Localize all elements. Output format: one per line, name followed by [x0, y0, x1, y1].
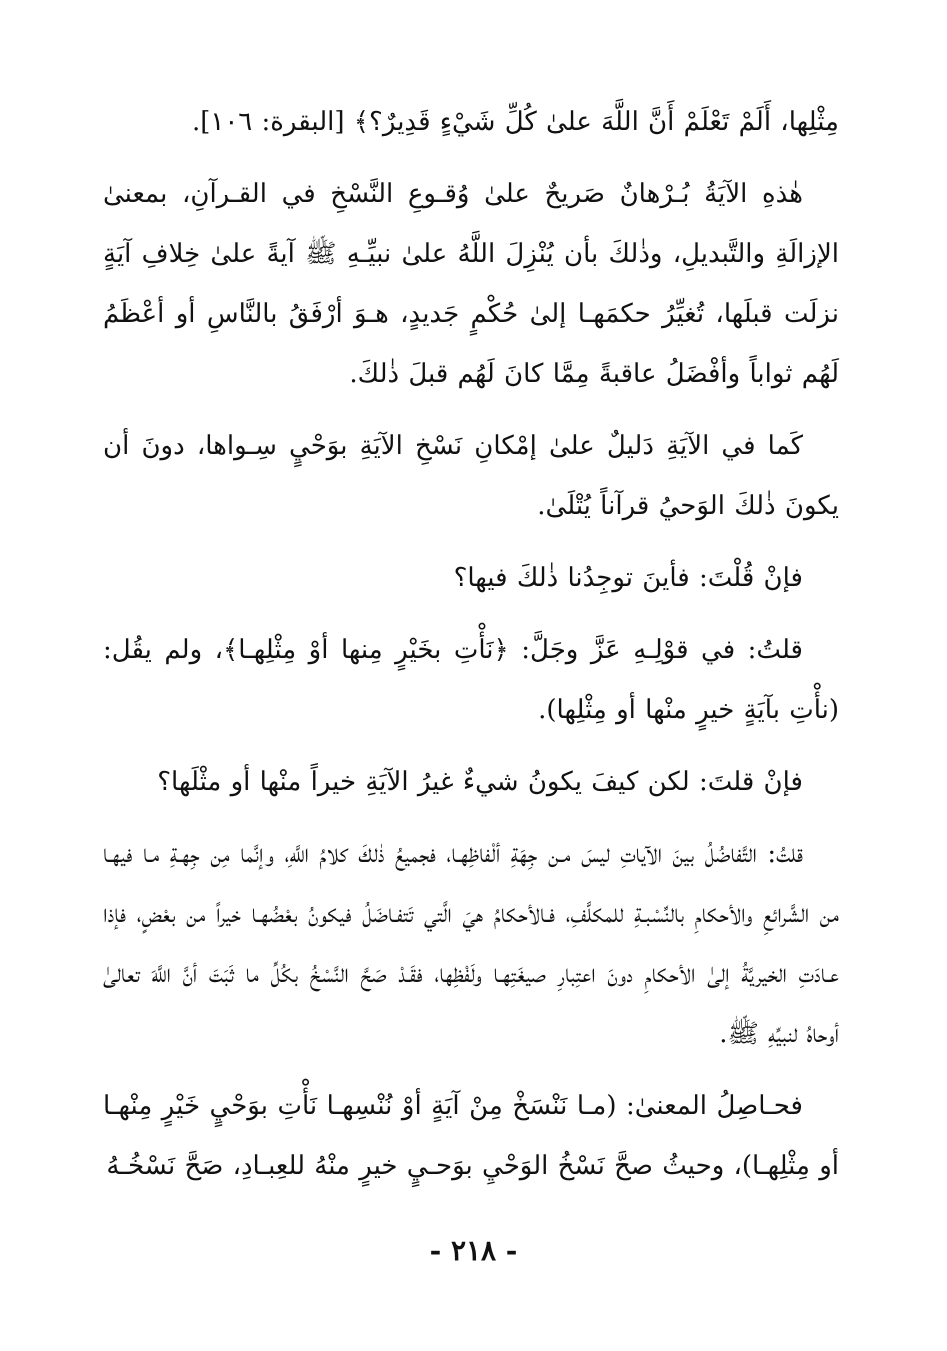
body-text	[103, 92, 839, 1208]
paragraph-5: قلتُ: في قوْلِـهِ عَزَّ وجَلَّ: ﴿نَأْتِ بخَيْرٍ مِنها أوْ مِثْلِهـا﴾، ولم يقُل: (نأْتِ بآيَةٍ خيرٍ منْها أو مِثْلِها).	[103, 635, 839, 725]
paragraph-6: فإنْ قلتَ: لكن كيفَ يكونُ شيءٌ غيرُ الآيَةِ خيراً منْها أو مثْلَها؟	[157, 767, 803, 797]
paragraph-1: مِثْلِها، أَلَمْ تَعْلَمْ أَنَّ اللَّهَ علىٰ كُلِّ شَيْءٍ قَدِيرٌ؟﴾ [البقرة: ١٠٦].	[191, 107, 839, 137]
paragraph-3: كَما في الآيَةِ دَليلٌ علىٰ إمْكانِ نَسْخِ الآيَةِ بوَحْيٍ سِـواها، دونَ أن يكونَ ذٰلكَ الوَحيُ قرآناً يُتْلَىٰ.	[103, 431, 839, 521]
paragraph-2: هٰذهِ الآيَةُ بُـرْهانٌ صَريحٌ علىٰ وُقـوعِ النَّسْخِ في القـرآنِ، بمعنىٰ الإزالَةِ والتَّبديلِ، وذٰلكَ بأن يُنْزِلَ اللَّهُ علىٰ نبيِّـهِ ﷺ آيةً علىٰ خِلافِ آيَةٍ نزلَت قبلَها، تُغيِّرُ حكمَهـا إلىٰ حُكْمٍ جَديدٍ، هـوَ أرْفَقُ بالنَّاسِ أو أعْظَمُ لَهُم ثواباً وأفْضَلُ عاقبةً مِمَّا كانَ لَهُم قبلَ ذٰلكَ.	[103, 179, 839, 389]
paragraph-7: قلتُ: التَّفاضُلُ بينَ الآياتِ ليسَ مـن جِهَةِ ألْفاظِهـا، فجميعُ ذٰلكَ كلامُ اللَّهِ، وإنَّما مِن جِهـةِ مـا فيهـا من الشَّرائعِ والأحكامِ بالنِّسْبـةِ للمكلَّفِ، فـالأحكامُ هيَ الَّتي تَتفـاضَلُ فيكونُ بعْضُهـا خيراً من بعْضٍ، فإذا عـادَتِ الخيريَّةُ إلىٰ الأحكامِ دونَ اعتِبارِ صيغَتِهـا ولَفْظِها، فقَـدْ صَحَّ النَّسْخُ بكُلِّ ما ثَبَتَ أنَّ اللَّهَ تعالىٰ أوحاهُ لنبيِّهِ ﷺ.	[103, 839, 839, 1049]
paragraph-4: فإنْ قُلْتَ: فأينَ توجِدُنا ذٰلكَ فيها؟	[453, 563, 803, 593]
paragraph-8: فحـاصِلُ المعنىٰ: (مـا نَنْسَخْ مِنْ آيَةٍ أوْ نُنْسِهـا نَأْتِ بوَحْيٍ خَيْرٍ مِنْهـا أو مِثْلِهـا)، وحيثُ صحَّ نَسْخُ الوَحْيِ بوَحـيٍ خيرٍ منْهُ للعِبـادِ، صَحَّ نَسْخُـهُ	[103, 1091, 839, 1181]
page-number: - ٢١٨ -	[429, 1234, 518, 1267]
